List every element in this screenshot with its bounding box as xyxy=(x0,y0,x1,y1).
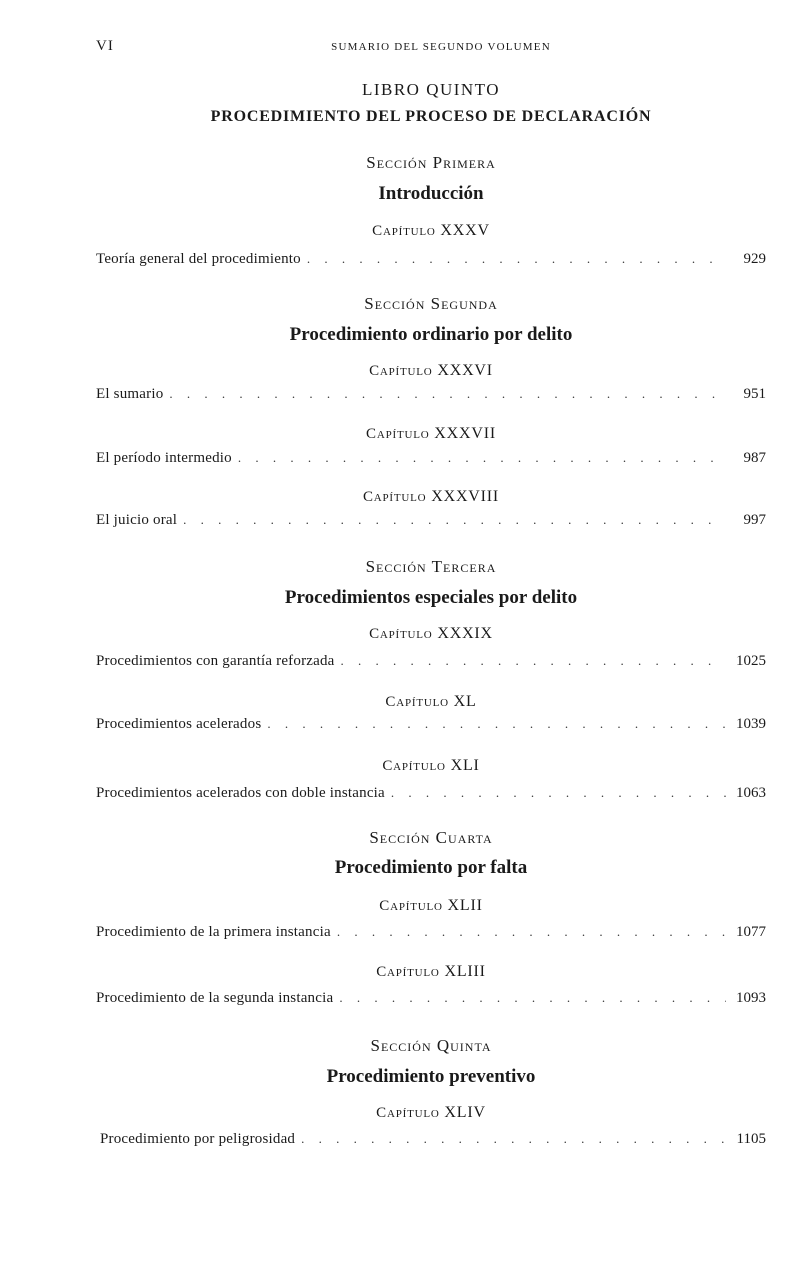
toc-entry xyxy=(96,450,766,470)
toc-entry xyxy=(96,990,766,1010)
chapter-numeral: XLIV xyxy=(444,1104,486,1121)
libro-label: LIBRO QUINTO xyxy=(361,80,501,99)
entry-title: Procedimientos acelerados con doble instancia xyxy=(96,785,385,801)
running-title: SUMARIO DEL SEGUNDO VOLUMEN xyxy=(331,41,551,53)
entry-page: 997 xyxy=(743,512,766,528)
toc-entry xyxy=(100,1131,766,1151)
section-label: Sección Tercera xyxy=(365,557,497,576)
entry-page: 987 xyxy=(743,450,766,466)
chapter-heading xyxy=(96,625,766,643)
entry-title: Procedimiento de la segunda instancia xyxy=(96,990,334,1006)
chapter-prefix: Capítulo xyxy=(376,964,440,980)
section-label: Sección Primera xyxy=(366,153,496,172)
entry-page: 1063 xyxy=(736,785,766,801)
libro-title: PROCEDIMIENTO DEL PROCESO DE DECLARACIÓN xyxy=(210,108,652,125)
chapter-heading xyxy=(96,693,766,711)
chapter-prefix: Capítulo xyxy=(372,223,436,239)
entry-page: 951 xyxy=(743,386,766,402)
entry-title: Procedimientos con garantía reforzada xyxy=(96,653,335,669)
toc-entry xyxy=(96,386,766,406)
chapter-heading xyxy=(96,1104,766,1122)
entry-title: Teoría general del procedimiento xyxy=(96,251,301,267)
chapter-prefix: Capítulo xyxy=(369,626,433,642)
chapter-numeral: XL xyxy=(453,693,477,710)
entry-page: 1093 xyxy=(736,990,766,1006)
leader-dots xyxy=(183,512,726,528)
leader-dots xyxy=(337,924,726,940)
toc-page xyxy=(96,0,766,1278)
chapter-heading xyxy=(96,362,766,380)
chapter-heading xyxy=(96,222,766,240)
entry-page: 1039 xyxy=(736,716,766,732)
chapter-heading xyxy=(96,897,766,915)
toc-entry xyxy=(96,653,766,673)
section-title: Procedimientos especiales por delito xyxy=(284,587,578,608)
chapter-numeral: XXXV xyxy=(440,222,490,239)
chapter-numeral: XLII xyxy=(447,897,483,914)
chapter-prefix: Capítulo xyxy=(362,489,427,505)
entry-title: El sumario xyxy=(96,386,164,402)
entry-page: 929 xyxy=(743,251,766,267)
entry-page: 1025 xyxy=(736,653,766,669)
leader-dots xyxy=(169,386,726,402)
entry-title: Procedimientos acelerados xyxy=(96,716,262,732)
entry-page: 1077 xyxy=(736,924,766,940)
section-title: Procedimiento preventivo xyxy=(326,1066,536,1087)
toc-entry xyxy=(96,785,766,805)
leader-dots xyxy=(339,990,726,1006)
section-label: Sección Cuarta xyxy=(369,828,493,847)
entry-title: Procedimiento de la primera instancia xyxy=(96,924,331,940)
section-title: Procedimiento por falta xyxy=(334,857,528,878)
leader-dots xyxy=(341,653,726,669)
chapter-heading xyxy=(96,757,766,775)
section-label: Sección Quinta xyxy=(370,1036,492,1055)
chapter-prefix: Capítulo xyxy=(366,426,430,442)
leader-dots xyxy=(307,251,726,267)
chapter-numeral: XXXIX xyxy=(437,625,493,642)
leader-dots xyxy=(301,1131,726,1147)
chapter-prefix: Capítulo xyxy=(376,1105,440,1121)
entry-title: El período intermedio xyxy=(96,450,232,466)
entry-page: 1105 xyxy=(736,1131,766,1147)
leader-dots xyxy=(267,716,726,732)
chapter-numeral: XXXVIII xyxy=(431,488,500,505)
entry-title: Procedimiento por peligrosidad xyxy=(100,1131,296,1147)
chapter-numeral: XXXVI xyxy=(437,362,493,379)
chapter-numeral: XLIII xyxy=(444,963,486,980)
leader-dots xyxy=(391,785,726,801)
chapter-heading xyxy=(96,963,766,981)
chapter-numeral: XXXVII xyxy=(434,425,496,442)
chapter-heading xyxy=(96,488,766,506)
chapter-numeral: XLI xyxy=(450,757,480,774)
toc-entry xyxy=(96,512,766,532)
chapter-prefix: Capítulo xyxy=(379,898,443,914)
section-label: Sección Segunda xyxy=(364,294,498,313)
entry-title: El juicio oral xyxy=(96,512,178,528)
section-title: Introducción xyxy=(378,183,484,204)
page-folio: VI xyxy=(96,38,114,54)
chapter-prefix: Capítulo xyxy=(385,694,449,710)
running-head xyxy=(96,38,766,58)
chapter-prefix: Capítulo xyxy=(382,758,446,774)
toc-entry xyxy=(96,716,766,736)
toc-entry xyxy=(96,251,766,271)
chapter-heading xyxy=(96,425,766,443)
leader-dots xyxy=(238,450,726,466)
section-title: Procedimiento ordinario por delito xyxy=(289,324,573,345)
toc-entry xyxy=(96,924,766,944)
chapter-prefix: Capítulo xyxy=(369,363,433,379)
